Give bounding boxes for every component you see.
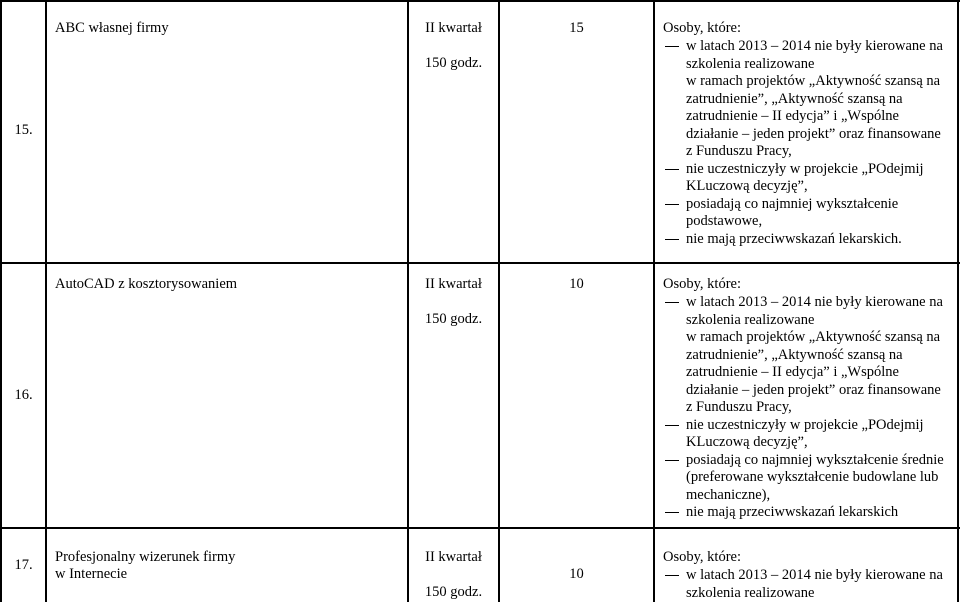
course-name-line-1: Profesjonalny wizerunek firmy	[55, 549, 236, 565]
dash-bullet-icon	[665, 46, 679, 47]
requirement-line: w latach 2013 – 2014 nie były kierowane na	[686, 38, 943, 54]
col-border-persons	[653, 0, 655, 602]
requirement-line: działanie – jeden projekt” oraz finansowane	[686, 125, 941, 142]
dash-bullet-icon	[665, 169, 679, 170]
requirement-line: posiadają co najmniej wykształcenie średnie	[686, 451, 944, 468]
row-number: 17.	[14, 557, 33, 573]
dash-bullet-icon	[665, 302, 679, 303]
requirement-line: mechaniczne),	[686, 486, 771, 503]
requirement-line: szkolenia realizowane	[686, 55, 815, 72]
row-number: 16.	[14, 387, 33, 403]
course-hours: 150 godz.	[424, 311, 483, 327]
requirement-line: zatrudnienie”, „Aktywność szansą na	[686, 346, 903, 363]
dash-bullet-icon	[665, 425, 679, 426]
requirement-line: KLuczową decyzję”,	[686, 434, 808, 450]
col-border-left	[0, 0, 2, 602]
dash-bullet-icon	[665, 512, 679, 513]
requirement-line: nie mają przeciwwskazań lekarskich	[686, 504, 899, 520]
row-16-bottom-border	[0, 527, 960, 529]
requirement-line: posiadają co najmniej wykształcenie	[686, 195, 899, 212]
course-name-line-2: w Internecie	[55, 566, 128, 582]
col-border-name	[45, 0, 47, 602]
dash-bullet-icon	[665, 460, 679, 461]
persons-header: Osoby, które:	[663, 549, 741, 565]
requirement-line: z Funduszu Pracy,	[686, 143, 792, 159]
participant-count: 10	[569, 276, 584, 292]
requirement-line: zatrudnienie”, „Aktywność szansą na	[686, 90, 903, 107]
requirement-line: (preferowane wykształcenie budowlane lub	[686, 469, 939, 485]
col-border-count	[498, 0, 500, 602]
participant-count: 15	[569, 20, 584, 36]
requirement-line: KLuczową decyzję”,	[686, 178, 808, 194]
requirement-line: nie uczestniczyły w projekcie „POdejmij	[686, 160, 924, 177]
course-name: AutoCAD z kosztorysowaniem	[55, 276, 238, 292]
participant-count: 10	[569, 566, 584, 582]
course-quarter: II kwartał	[425, 276, 482, 292]
requirement-line: w ramach projektów „Aktywność szansą na	[686, 329, 941, 345]
col-border-right	[957, 0, 959, 602]
requirement-line: szkolenia realizowane	[686, 584, 815, 601]
row-15-top-border	[0, 0, 960, 2]
requirement-line: w ramach projektów „Aktywność szansą na	[686, 73, 941, 89]
requirement-line: w latach 2013 – 2014 nie były kierowane na	[686, 567, 943, 583]
col-border-quarter	[407, 0, 409, 602]
requirement-line: podstawowe,	[686, 213, 763, 229]
requirement-line: szkolenia realizowane	[686, 311, 815, 328]
requirement-line: z Funduszu Pracy,	[686, 399, 792, 415]
course-name: ABC własnej firmy	[55, 20, 169, 36]
requirement-line: nie uczestniczyły w projekcie „POdejmij	[686, 416, 924, 433]
course-hours: 150 godz.	[424, 55, 483, 71]
requirement-line: zatrudnienie – II edycja” i „Wspólne	[686, 364, 899, 380]
requirement-line: zatrudnienie – II edycja” i „Wspólne	[686, 108, 899, 124]
dash-bullet-icon	[665, 575, 679, 576]
row-number: 15.	[14, 122, 33, 138]
dash-bullet-icon	[665, 204, 679, 205]
persons-header: Osoby, które:	[663, 276, 741, 292]
requirement-line: nie mają przeciwwskazań lekarskich.	[686, 230, 902, 247]
row-15-bottom-border	[0, 262, 960, 264]
course-quarter: II kwartał	[425, 20, 482, 36]
dash-bullet-icon	[665, 239, 679, 240]
requirement-line: działanie – jeden projekt” oraz finansowane	[686, 381, 941, 398]
requirement-line: w latach 2013 – 2014 nie były kierowane na	[686, 294, 943, 310]
persons-header: Osoby, które:	[663, 20, 741, 36]
course-hours: 150 godz.	[424, 584, 483, 600]
course-quarter: II kwartał	[425, 549, 482, 565]
